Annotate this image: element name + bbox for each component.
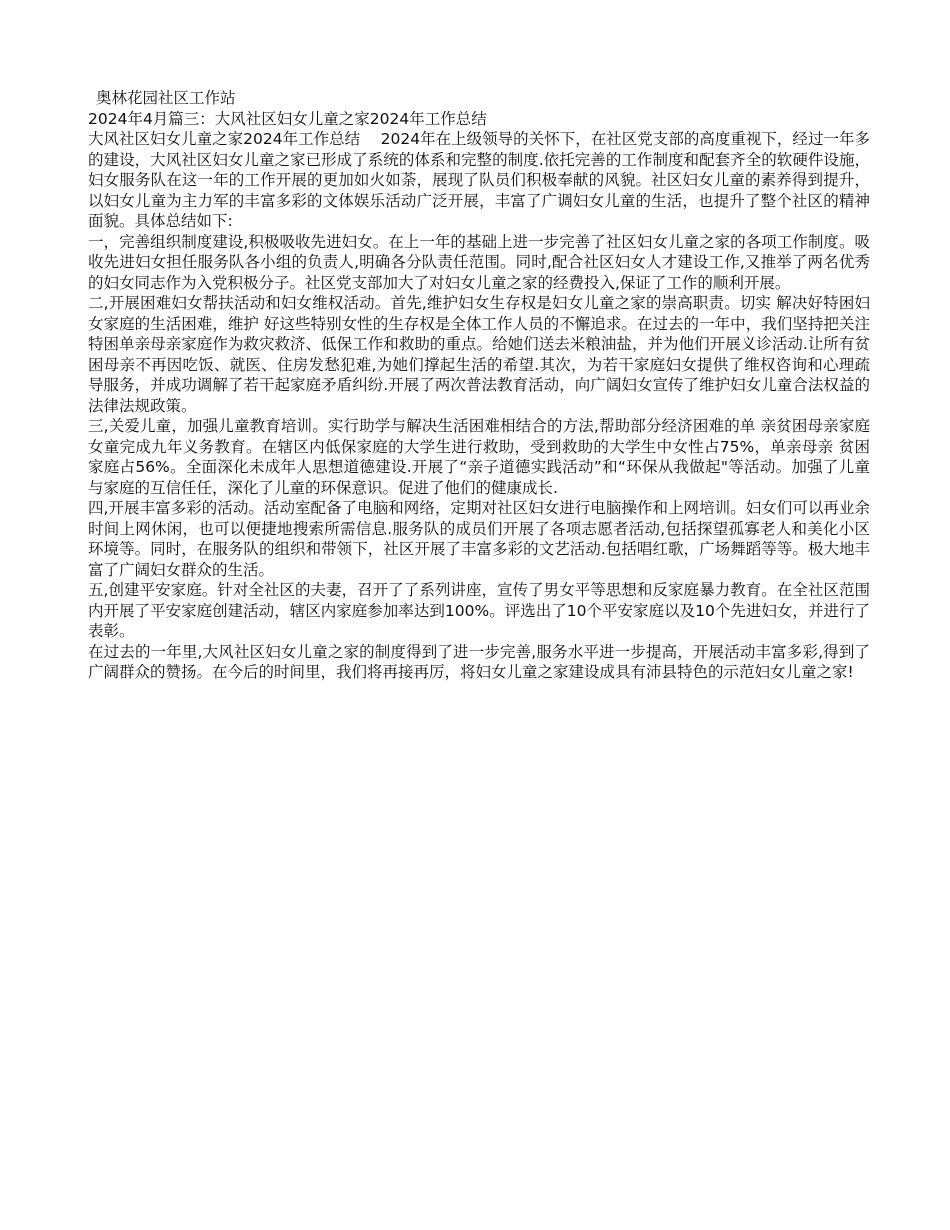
document-title: 2024年4月篇三：大风社区妇女儿童之家2024年工作总结 [88, 109, 487, 128]
organization-name: 奥林花园社区工作站 [96, 89, 236, 107]
paragraph-section-1: 一，完善组织制度建设,积极吸收先进妇女。在上一年的基础上进一步完善了社区妇女儿童之家的各项工作制度。吸收先进妇女担任服务队各小组的负责人,明确各分队责任范围。同时,配合社区妇女人才建设工作,又推举了两名优秀的妇女同志作为入党积极分子。社区党支部加大了对妇女儿童之家的经费投入,保证了工作的顺利开展。 [88, 232, 870, 292]
paragraph-intro: 大风社区妇女儿童之家2024年工作总结 2024年在上级领导的关怀下，在社区党支部的高度重视下，经过一年多的建设，大风社区妇女儿童之家已形成了系统的体系和完整的制度.依托完善的工作制度和配套齐全的软硬件设施，妇女服务队在这一年的工作开展的更加如火如荼，展现了队员们积极奉献的风貌。社区妇女儿童的素养得到提升，以妇女儿童为主力军的丰富多彩的文体娱乐活动广泛开展，丰富了广调妇女儿童的生活，也提升了整个社区的精神面貌。具体总结如下: [88, 130, 870, 230]
paragraph-section-3: 三,关爱儿童，加强儿童教育培训。实行助学与解决生活困难相结合的方法,帮助部分经济困难的单 亲贫困母亲家庭女童完成九年义务教育。在辖区内低保家庭的大学生进行救助，受到救助的大学生中女性占75%，单亲母亲 贫困家庭占56%。全面深化未成年人思想道德建设.开展了“亲子道德实践活动”和“环保从我做起"等活动。加强了儿童与家庭的互信任任，深化了儿童的环保意识。促进了他们的健康成长. [88, 417, 870, 497]
paragraph-section-4: 四,开展丰富多彩的活动。活动室配备了电脑和网络，定期对社区妇女进行电脑操作和上网培训。妇女们可以再业余时间上网休闲，也可以便捷地搜索所需信息.服务队的成员们开展了各项志愿者活动,包括探望孤寡老人和美化小区环境等。同时，在服务队的组织和带领下，社区开展了丰富多彩的文艺活动.包括唱红歌，广场舞蹈等等。极大地丰富了广阔妇女群众的生活。 [88, 499, 870, 579]
paragraph-section-2: 二,开展困难妇女帮扶活动和妇女维权活动。首先,维护妇女生存权是妇女儿童之家的崇高职责。切实 解决好特困妇女家庭的生活困难，维护 好这些特别女性的生存权是全体工作人员的不懈追求。在过去的一年中，我们坚持把关注特困单亲母亲家庭作为救灾救济、低保工作和救助的重点。给她们送去米粮油盐，并为他们开展义诊活动.让所有贫困母亲不再因吃饭、就医、住房发愁犯难,为她们撑起生活的希望.其次，为若干家庭妇女提供了维权咨询和心理疏导服务，并成功调解了若干起家庭矛盾纠纷.开展了两次普法教育活动，向广阔妇女宣传了维护妇女儿童合法权益的法律法规政策。 [88, 294, 870, 415]
paragraph-conclusion: 在过去的一年里,大风社区妇女儿童之家的制度得到了进一步完善,服务水平进一步提高，开展活动丰富多彩,得到了广阔群众的赞扬。在今后的时间里，我们将再接再厉，将妇女儿童之家建设成具有沛县特色的示范妇女儿童之家! [88, 642, 870, 681]
document-page [88, 88, 870, 683]
paragraph-section-5: 五,创建平安家庭。针对全社区的夫妻，召开了了系列讲座，宣传了男女平等思想和反家庭暴力教育。在全社区范围内开展了平安家庭创建活动，辖区内家庭参加率达到100%。评选出了10个平安家庭以及10个先进妇女，并进行了表彰。 [88, 581, 870, 640]
